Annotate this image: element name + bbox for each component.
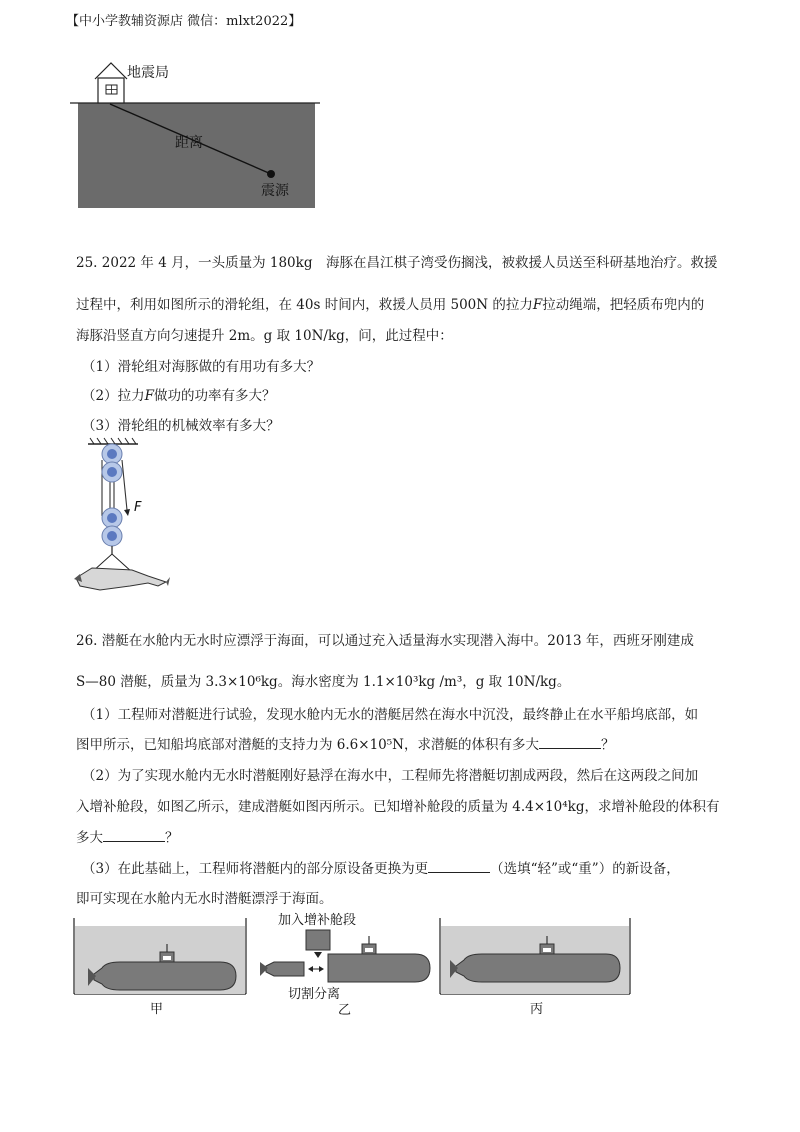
distance-label: 距离	[175, 135, 203, 151]
q26-line2: S—80 潜艇，质量为 3.3×10⁶kg。海水密度为 1.1×10³kg /m³，g 取 10N/kg。	[76, 674, 571, 690]
label-cut: 切割分离	[288, 987, 341, 1002]
force-label: F	[134, 500, 142, 515]
submarine-figure	[70, 906, 640, 1021]
answer-blank-3[interactable]	[428, 860, 490, 873]
rope-free-end	[122, 460, 127, 510]
station-label: 地震局	[127, 65, 169, 81]
submarine-bing	[456, 954, 620, 982]
q26-sub3: （3）在此基础上，工程师将潜艇内的部分原设备更换为更 （选填“轻”或“重”）的新设备，	[82, 861, 680, 877]
q25-sub1: （1）滑轮组对海豚做的有用功有多大？	[82, 359, 321, 375]
label-jia: 甲	[150, 1002, 164, 1017]
submarine-tail-segment	[266, 962, 304, 976]
dolphin-shape	[76, 568, 166, 590]
source-label: 震源	[261, 183, 289, 199]
page-header: 【中小学教辅资源店 微信：mlxt2022】	[66, 14, 302, 29]
force-symbol: F	[532, 297, 543, 313]
q26-sub3c: 即可实现在水舱内无水时潜艇漂浮于海面。	[76, 891, 333, 907]
q25-line3: 海豚沿竖直方向匀速提升 2m。g 取 10N/kg，问，此过程中：	[76, 328, 453, 344]
force-symbol-2: F	[144, 388, 154, 404]
q26-sub1b: 图甲所示，已知船坞底部对潜艇的支持力为 6.6×10⁵N，求潜艇的体积有多大 ？	[76, 737, 615, 753]
epicenter-dot	[267, 170, 275, 178]
panel-jia	[74, 918, 246, 1017]
q25-sub3: （3）滑轮组的机械效率有多大？	[82, 418, 280, 434]
earthquake-figure	[70, 58, 330, 213]
q26-sub2a: （2）为了实现水舱内无水时潜艇刚好悬浮在海水中，工程师先将潜艇切割成两段，然后在这两段之间加	[82, 768, 699, 784]
panel-bing	[440, 918, 630, 1017]
label-bing: 丙	[530, 1002, 544, 1017]
q26-sub1a: （1）工程师对潜艇进行试验，发现水舱内无水的潜艇居然在海水中沉没，最终静止在水平船坞底部，如	[82, 707, 699, 723]
added-section	[306, 930, 330, 950]
answer-blank-1[interactable]	[539, 736, 601, 749]
answer-blank-2[interactable]	[103, 829, 165, 842]
q26-sub2c: 多大 ？	[76, 830, 179, 846]
submarine-jia	[94, 962, 236, 990]
q26-sub2b: 入增补舱段，如图乙所示，建成潜艇如图丙所示。已知增补舱段的质量为 4.4×10⁴kg，求增补舱段的体积有	[76, 799, 720, 815]
q26-line1: 26. 潜艇在水舱内无水时应漂浮于海面，可以通过充入适量海水实现潜入海中。2013 年，西班牙刚建成	[76, 633, 694, 649]
house-roof	[95, 63, 127, 79]
q25-sub2: （2）拉力F做功的功率有多大？	[82, 388, 276, 404]
q25-line2: 过程中，利用如图所示的滑轮组，在 40s 时间内，救援人员用 500N 的拉力F拉动绳端，把轻质布兜内的	[76, 297, 705, 313]
panel-yi	[260, 912, 430, 1018]
force-arrow	[124, 509, 130, 516]
pulley-figure	[70, 436, 180, 596]
q25-line1: 25. 2022 年 4 月，一头质量为 180kg 海豚在昌江棋子湾受伤搁浅，被救援人员送至科研基地治疗。救援	[76, 255, 718, 271]
label-yi: 乙	[338, 1003, 352, 1018]
label-add-section: 加入增补舱段	[278, 913, 357, 928]
submarine-front-segment	[328, 954, 430, 982]
